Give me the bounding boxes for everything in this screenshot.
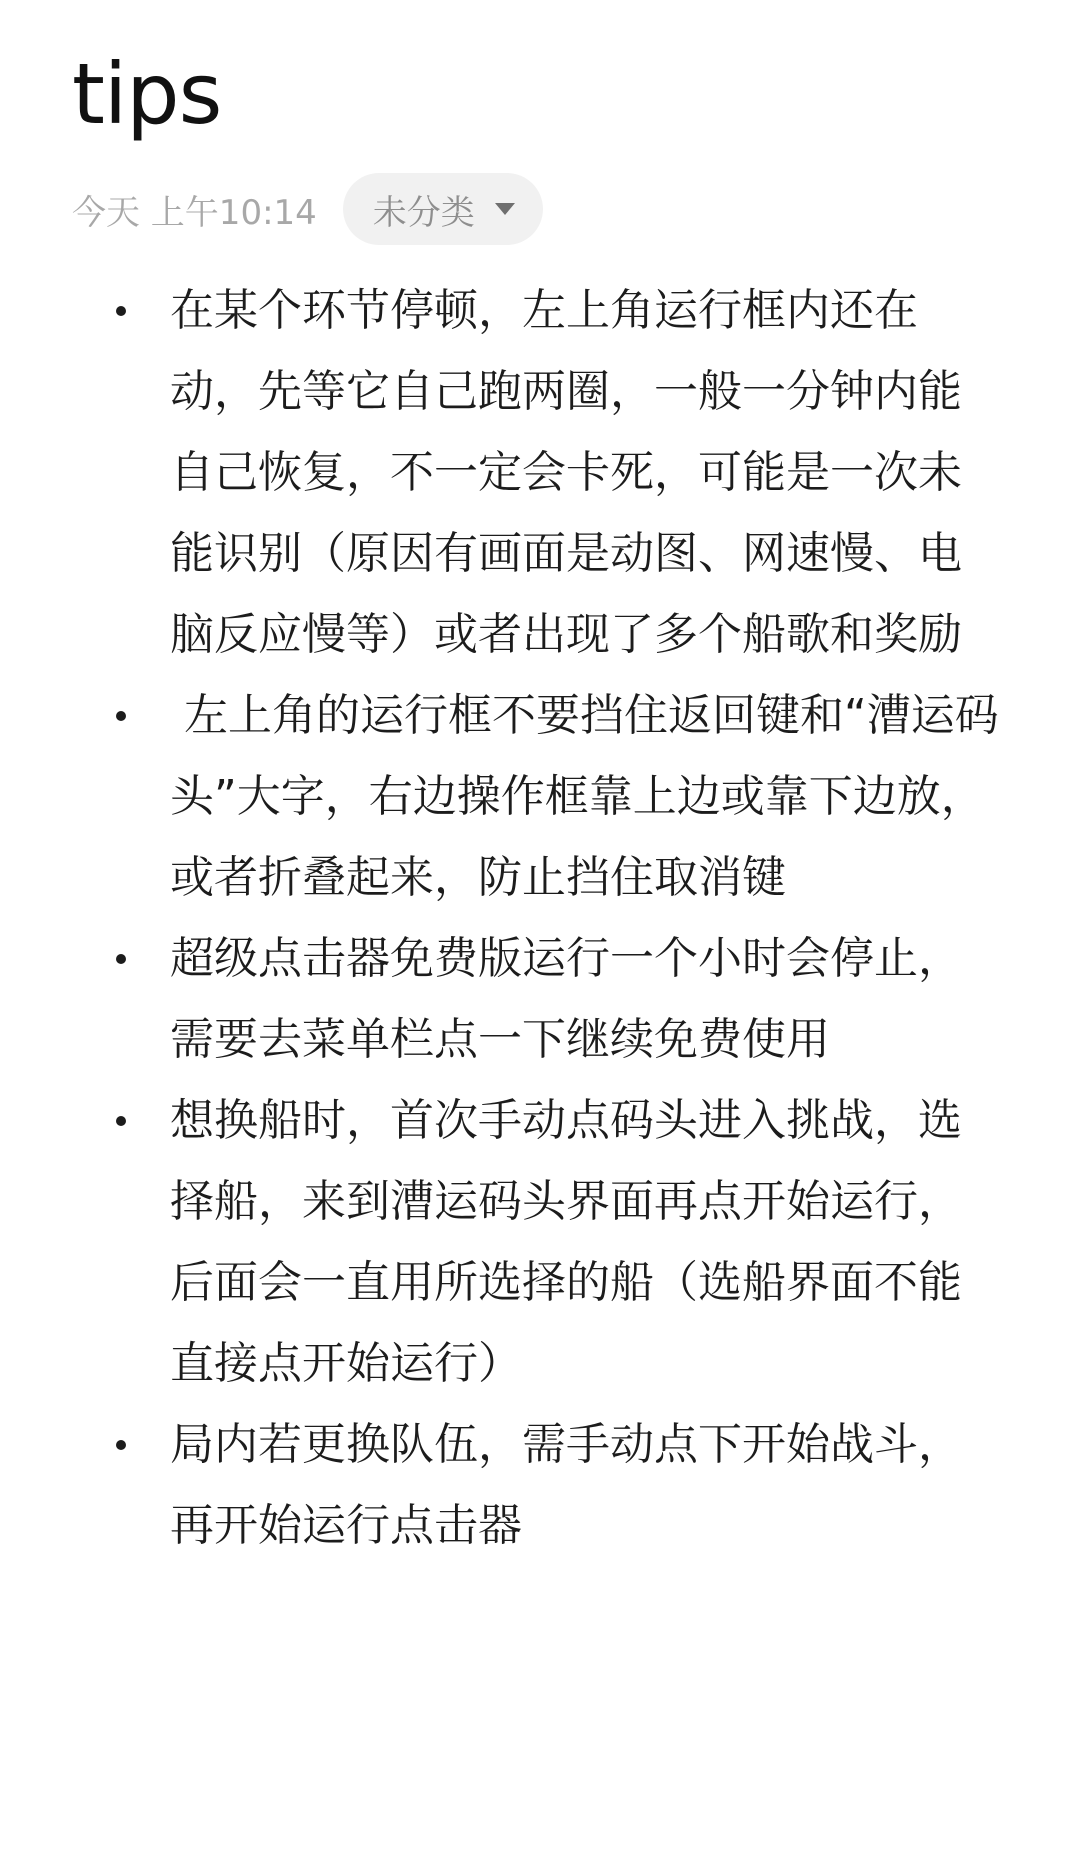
category-dropdown[interactable] [343,173,543,245]
list-item[interactable] [116,1080,1000,1404]
list-item-text: 左上角的运行框不要挡住返回键和“漕运码头”大字，右边操作框靠上边或靠下边放，或者折叠起来，防止挡住取消键 [170,690,999,903]
list-item-text: 局内若更换队伍，需手动点下开始战斗，再开始运行点击器 [170,1419,962,1551]
list-item-text: 想换船时，首次手动点码头进入挑战，选择船，来到漕运码头界面再点开始运行，后面会一直用所选择的船（选船界面不能直接点开始运行） [170,1095,962,1389]
note-timestamp: 今天 上午10:14 [72,192,317,233]
list-item[interactable] [116,675,1000,918]
category-label: 未分类 [372,192,475,233]
note-title[interactable]: tips [72,45,222,143]
bullet-icon [116,711,126,721]
caret-down-icon [495,203,515,215]
bullet-icon [116,1116,126,1126]
list-item[interactable] [116,270,1000,675]
bullet-icon [116,1440,126,1450]
list-item[interactable] [116,1404,1000,1566]
list-item-text: 超级点击器免费版运行一个小时会停止，需要去菜单栏点一下继续免费使用 [170,933,962,1065]
bullet-icon [116,954,126,964]
note-meta [72,173,543,245]
list-item-text: 在某个环节停顿，左上角运行框内还在动，先等它自己跑两圈，一般一分钟内能自己恢复，不一定会卡死，可能是一次未能识别（原因有画面是动图、网速慢、电脑反应慢等）或者出现了多个船歌和奖励 [170,285,962,660]
bullet-icon [116,306,126,316]
list-item[interactable] [116,918,1000,1080]
note-body-list[interactable] [116,270,1036,1566]
